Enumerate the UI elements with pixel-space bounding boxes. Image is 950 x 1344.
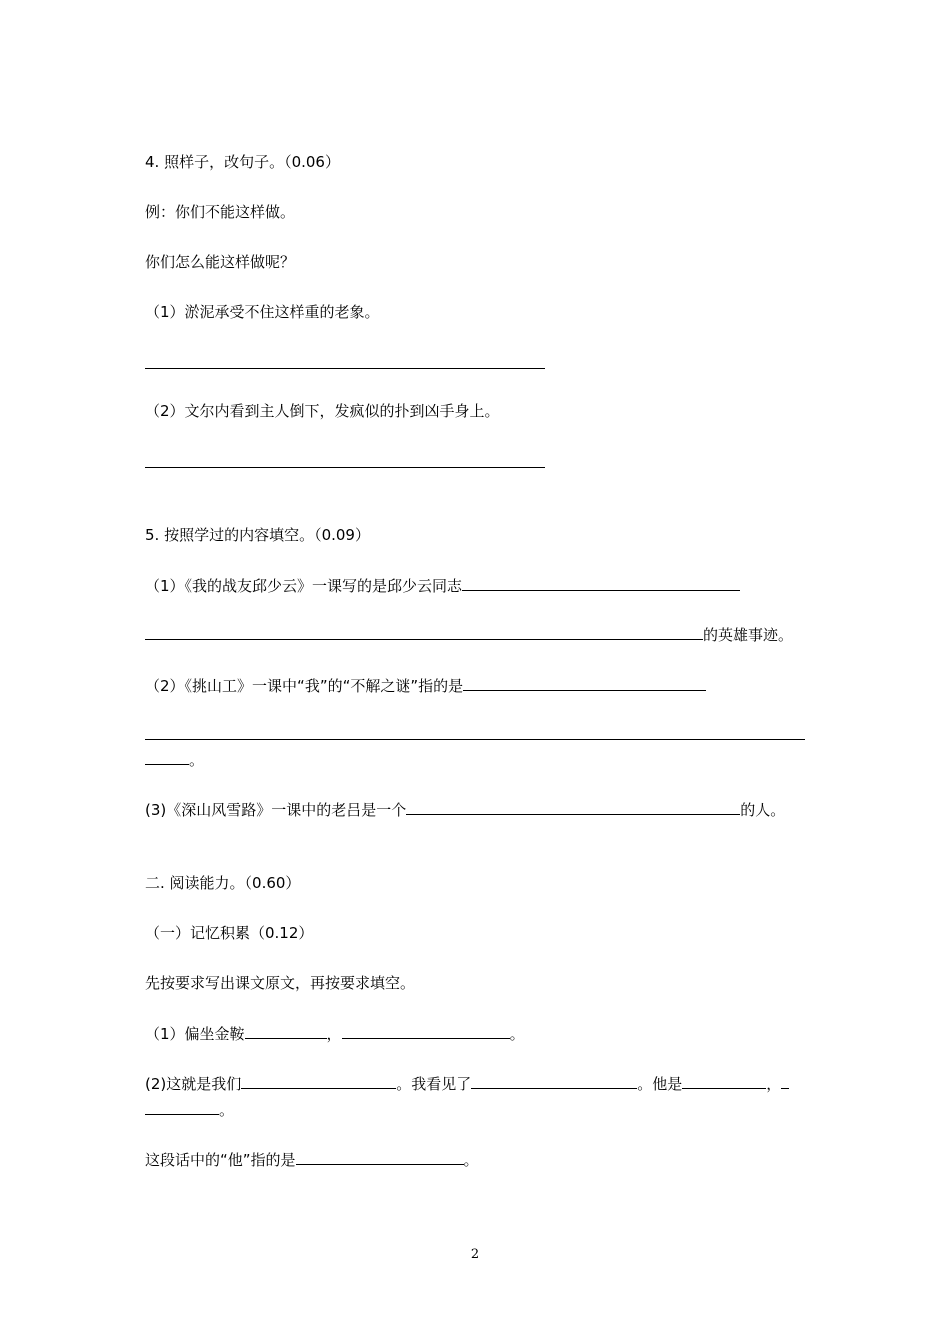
section-2-question-text: 这段话中的“他”指的是 bbox=[145, 1151, 296, 1169]
q5-item-2-blank-c bbox=[145, 748, 189, 765]
section-2-item-2-end: 。 bbox=[219, 1101, 235, 1119]
section-2-item-2-blank-b bbox=[471, 1072, 637, 1089]
section-2-item-2-mid-2: 。他是 bbox=[637, 1075, 683, 1093]
section-2-item-2-mid-1: 。我看见了 bbox=[396, 1075, 472, 1093]
q5-item-1-prefix: （1）《我的战友邱少云》一课写的是邱少云同志 bbox=[145, 577, 463, 595]
section-2-item-2-blank-e bbox=[145, 1098, 219, 1115]
section-2-question-end: 。 bbox=[463, 1151, 479, 1169]
q5-item-3-prefix: (3)《深山风雪路》一课中的老吕是一个 bbox=[145, 801, 407, 819]
q5-item-2-end: 。 bbox=[189, 751, 205, 769]
q4-item-1-answer-line bbox=[145, 368, 545, 369]
q5-item-1 bbox=[145, 574, 740, 597]
section-2-item-2-blank-c bbox=[682, 1072, 766, 1089]
section-2-question bbox=[145, 1148, 479, 1171]
section-2-item-2-prefix: (2)这就是我们 bbox=[145, 1075, 242, 1093]
q5-item-3 bbox=[145, 798, 785, 821]
q5-item-1-suffix: 的英雄事迹。 bbox=[703, 626, 794, 644]
q4-title: 4. 照样子，改句子。（0.06） bbox=[145, 153, 340, 171]
q5-item-3-blank bbox=[406, 798, 740, 815]
q5-item-2-prefix: （2）《挑山工》一课中“我”的“不解之谜”指的是 bbox=[145, 677, 464, 695]
section-2-subsection-1-title: （一）记忆积累（0.12） bbox=[145, 924, 314, 942]
q5-item-2 bbox=[145, 674, 706, 697]
section-2-item-1 bbox=[145, 1022, 525, 1045]
q4-example-answer: 你们怎么能这样做呢？ bbox=[145, 253, 296, 271]
q5-item-2-continued bbox=[145, 748, 204, 771]
section-2-item-2-blank-d bbox=[781, 1072, 789, 1089]
section-2-title: 二. 阅读能力。（0.60） bbox=[145, 874, 301, 892]
section-2-item-1-comma: ， bbox=[326, 1025, 342, 1043]
section-2-instruction: 先按要求写出课文原文，再按要求填空。 bbox=[145, 974, 416, 992]
section-2-item-1-blank-a bbox=[245, 1022, 327, 1039]
q5-item-1-continued bbox=[145, 623, 793, 646]
section-2-item-1-prefix: （1）偏坐金鞍 bbox=[145, 1025, 245, 1043]
section-2-item-1-end: 。 bbox=[509, 1025, 525, 1043]
section-2-item-2-blank-a bbox=[241, 1072, 396, 1089]
section-2-item-2-continued bbox=[145, 1098, 234, 1121]
q5-item-3-suffix: 的人。 bbox=[740, 801, 786, 819]
q4-example: 例：你们不能这样做。 bbox=[145, 203, 296, 221]
q5-item-2-blank-b bbox=[145, 739, 805, 740]
q5-item-1-blank-a bbox=[462, 574, 740, 591]
section-2-item-1-blank-b bbox=[342, 1022, 510, 1039]
q4-item-2-answer-line bbox=[145, 467, 545, 468]
section-2-item-2 bbox=[145, 1072, 789, 1095]
page-number: 2 bbox=[470, 1247, 480, 1262]
q5-item-2-blank-a bbox=[463, 674, 706, 691]
q4-item-1: （1）淤泥承受不住这样重的老象。 bbox=[145, 303, 380, 321]
q5-title: 5. 按照学过的内容填空。（0.09） bbox=[145, 526, 370, 544]
q4-item-2: （2）文尔内看到主人倒下，发疯似的扑到凶手身上。 bbox=[145, 402, 500, 420]
section-2-item-2-comma: ， bbox=[766, 1075, 782, 1093]
q5-item-1-blank-b bbox=[145, 623, 703, 640]
section-2-question-blank bbox=[296, 1148, 464, 1165]
